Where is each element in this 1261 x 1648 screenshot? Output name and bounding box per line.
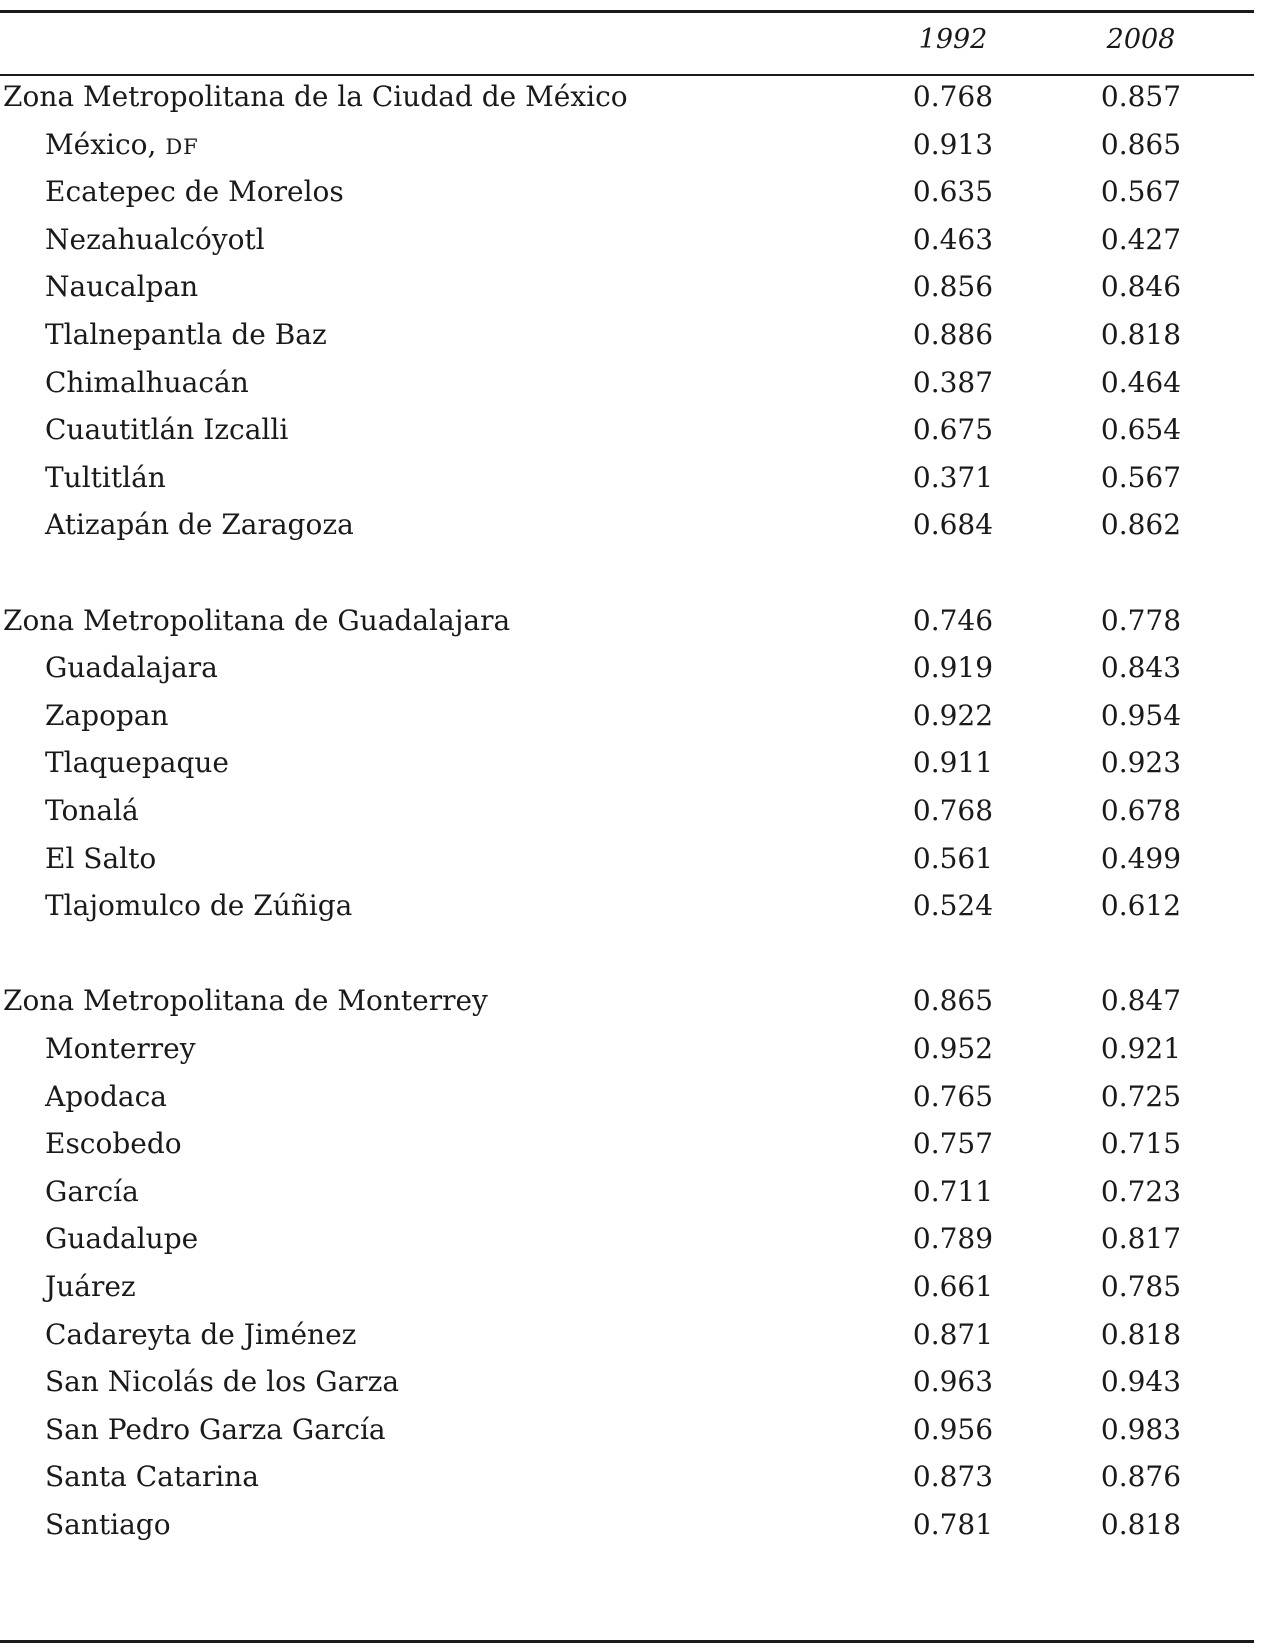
table-row	[0, 405, 1254, 455]
row-label-text: Naucalpan	[45, 270, 199, 304]
table-row	[0, 1310, 1254, 1360]
row-label	[45, 262, 198, 312]
row-label-text: Monterrey	[45, 1032, 196, 1065]
row-label	[3, 72, 628, 122]
value-2008: 0.499	[1100, 841, 1182, 875]
table-row	[0, 453, 1254, 503]
table-row	[0, 691, 1254, 741]
value-1992: 0.963	[912, 1365, 994, 1399]
value-1992: 0.684	[912, 508, 994, 542]
table-row	[0, 500, 1254, 550]
row-label-text: Chimalhuacán	[45, 365, 249, 399]
row-label	[45, 1119, 182, 1169]
value-1992: 0.911	[912, 746, 994, 780]
value-2008: 0.923	[1100, 746, 1182, 780]
row-label-text: Apodaca	[45, 1079, 167, 1113]
value-2008: 0.654	[1100, 413, 1182, 447]
row-label-text: Tonalá	[45, 794, 139, 827]
row-label	[45, 834, 156, 884]
row-label-text: El Salto	[45, 841, 157, 875]
value-1992: 0.661	[912, 1270, 994, 1303]
row-label	[45, 786, 139, 836]
row-label-text: Zona Metropolitana de Guadalajara	[3, 603, 511, 637]
row-label	[45, 167, 344, 217]
table-row	[0, 1119, 1254, 1169]
value-2008: 0.943	[1100, 1365, 1182, 1399]
row-label-text: García	[45, 1174, 139, 1208]
table-row	[0, 1262, 1254, 1312]
value-1992: 0.635	[912, 175, 994, 209]
table-row	[0, 120, 1254, 170]
table-row	[0, 1214, 1254, 1264]
row-label	[45, 881, 352, 931]
row-label	[45, 1167, 139, 1217]
value-2008: 0.818	[1100, 1317, 1182, 1351]
value-2008: 0.865	[1100, 127, 1182, 161]
value-2008: 0.567	[1100, 175, 1182, 209]
row-label	[3, 596, 510, 646]
row-label-text: Zona Metropolitana de Monterrey	[3, 984, 488, 1018]
row-label	[45, 1262, 136, 1312]
row-label	[45, 120, 199, 172]
table-row	[0, 881, 1254, 931]
value-1992: 0.919	[912, 651, 994, 685]
value-2008: 0.862	[1100, 508, 1182, 542]
row-label	[45, 215, 265, 265]
value-2008: 0.612	[1100, 889, 1182, 923]
value-2008: 0.715	[1100, 1127, 1182, 1161]
table-row	[0, 834, 1254, 884]
value-2008: 0.778	[1100, 603, 1182, 637]
value-1992: 0.768	[912, 794, 994, 827]
table-row	[0, 1167, 1254, 1217]
value-1992: 0.956	[912, 1412, 994, 1446]
row-label	[3, 976, 488, 1026]
row-label-text: Tlalnepantla de Baz	[45, 318, 327, 351]
row-label	[45, 453, 166, 503]
table-row	[0, 167, 1254, 217]
value-2008: 0.876	[1100, 1460, 1182, 1494]
value-1992: 0.746	[912, 603, 994, 637]
value-1992: 0.886	[912, 318, 994, 351]
row-label	[45, 738, 229, 788]
value-2008: 0.818	[1100, 318, 1182, 351]
row-label	[45, 1452, 259, 1502]
row-label	[45, 1214, 198, 1264]
value-2008: 0.847	[1100, 984, 1182, 1018]
table-row	[0, 738, 1254, 788]
value-1992: 0.371	[912, 460, 994, 494]
value-2008: 0.723	[1100, 1174, 1182, 1208]
value-1992: 0.711	[912, 1174, 994, 1208]
value-1992: 0.561	[912, 841, 994, 875]
row-label-text: Tlajomulco de Zúñiga	[45, 889, 353, 923]
top-rule	[0, 10, 1254, 13]
value-1992: 0.952	[912, 1032, 994, 1065]
row-label-text: Escobedo	[45, 1127, 182, 1161]
row-label-text: Guadalajara	[45, 651, 218, 685]
value-1992: 0.524	[912, 889, 994, 923]
table-row	[0, 1452, 1254, 1502]
value-1992: 0.789	[912, 1222, 994, 1256]
row-label-text: Juárez	[45, 1270, 136, 1303]
value-1992: 0.922	[912, 698, 994, 732]
table-row	[0, 358, 1254, 408]
row-label-text: Nezahualcóyotl	[45, 222, 265, 256]
value-2008: 0.785	[1100, 1270, 1182, 1303]
row-label-text: San Nicolás de los Garza	[45, 1365, 400, 1399]
value-2008: 0.857	[1100, 80, 1182, 113]
row-label	[45, 691, 169, 741]
value-1992: 0.675	[912, 413, 994, 447]
row-label-text: Guadalupe	[45, 1222, 199, 1256]
row-label-text: México,	[45, 127, 157, 161]
row-label	[45, 1500, 171, 1550]
value-2008: 0.678	[1100, 794, 1182, 827]
row-label-suffix: DF	[165, 134, 199, 159]
value-1992: 0.757	[912, 1127, 994, 1161]
value-2008: 0.464	[1100, 365, 1182, 399]
row-label	[45, 358, 249, 408]
table-row	[0, 1500, 1254, 1550]
value-1992: 0.463	[912, 222, 994, 256]
value-2008: 0.817	[1100, 1222, 1182, 1256]
row-label-text: Ecatepec de Morelos	[45, 175, 344, 209]
value-2008: 0.725	[1100, 1079, 1182, 1113]
row-label	[45, 1405, 386, 1455]
row-label-text: Zapopan	[45, 698, 169, 732]
value-2008: 0.846	[1100, 270, 1182, 304]
table-group-row	[0, 976, 1254, 1026]
row-label-text: Santa Catarina	[45, 1460, 259, 1494]
table-row	[0, 1024, 1254, 1074]
value-1992: 0.765	[912, 1079, 994, 1113]
row-label-text: Cuautitlán Izcalli	[45, 413, 289, 447]
row-label	[45, 500, 354, 550]
table-row	[0, 310, 1254, 360]
value-2008: 0.954	[1100, 698, 1182, 732]
row-label	[45, 405, 288, 455]
table-row	[0, 1405, 1254, 1455]
row-label	[45, 1310, 356, 1360]
row-label-text: Tlaquepaque	[45, 746, 229, 780]
row-label	[45, 310, 327, 360]
table-group-row	[0, 72, 1254, 122]
column-header-1992: 1992	[918, 24, 988, 55]
table-row	[0, 786, 1254, 836]
row-label	[45, 1072, 167, 1122]
value-2008: 0.983	[1100, 1412, 1182, 1446]
row-label-text: San Pedro Garza García	[45, 1412, 386, 1446]
value-2008: 0.818	[1100, 1508, 1182, 1541]
table-group-row	[0, 596, 1254, 646]
value-2008: 0.567	[1100, 460, 1182, 494]
value-1992: 0.913	[912, 127, 994, 161]
row-label	[45, 1357, 399, 1407]
value-1992: 0.781	[912, 1508, 994, 1541]
row-label-text: Cadareyta de Jiménez	[45, 1317, 357, 1351]
value-2008: 0.843	[1100, 651, 1182, 685]
table-row	[0, 1357, 1254, 1407]
value-1992: 0.873	[912, 1460, 994, 1494]
table-row	[0, 1072, 1254, 1122]
value-1992: 0.865	[912, 984, 994, 1018]
value-1992: 0.387	[912, 365, 994, 399]
value-2008: 0.921	[1100, 1032, 1182, 1065]
table-row	[0, 643, 1254, 693]
value-2008: 0.427	[1100, 222, 1182, 256]
value-1992: 0.856	[912, 270, 994, 304]
value-1992: 0.871	[912, 1317, 994, 1351]
row-label-text: Zona Metropolitana de la Ciudad de México	[3, 80, 628, 113]
row-label	[45, 643, 218, 693]
table-row	[0, 215, 1254, 265]
row-label-text: Atizapán de Zaragoza	[45, 508, 354, 542]
row-label-text: Tultitlán	[45, 460, 166, 494]
row-label-text: Santiago	[45, 1508, 171, 1541]
column-header-2008: 2008	[1106, 24, 1176, 55]
bottom-rule	[0, 1640, 1254, 1643]
table-row	[0, 262, 1254, 312]
value-1992: 0.768	[912, 80, 994, 113]
row-label	[45, 1024, 196, 1074]
